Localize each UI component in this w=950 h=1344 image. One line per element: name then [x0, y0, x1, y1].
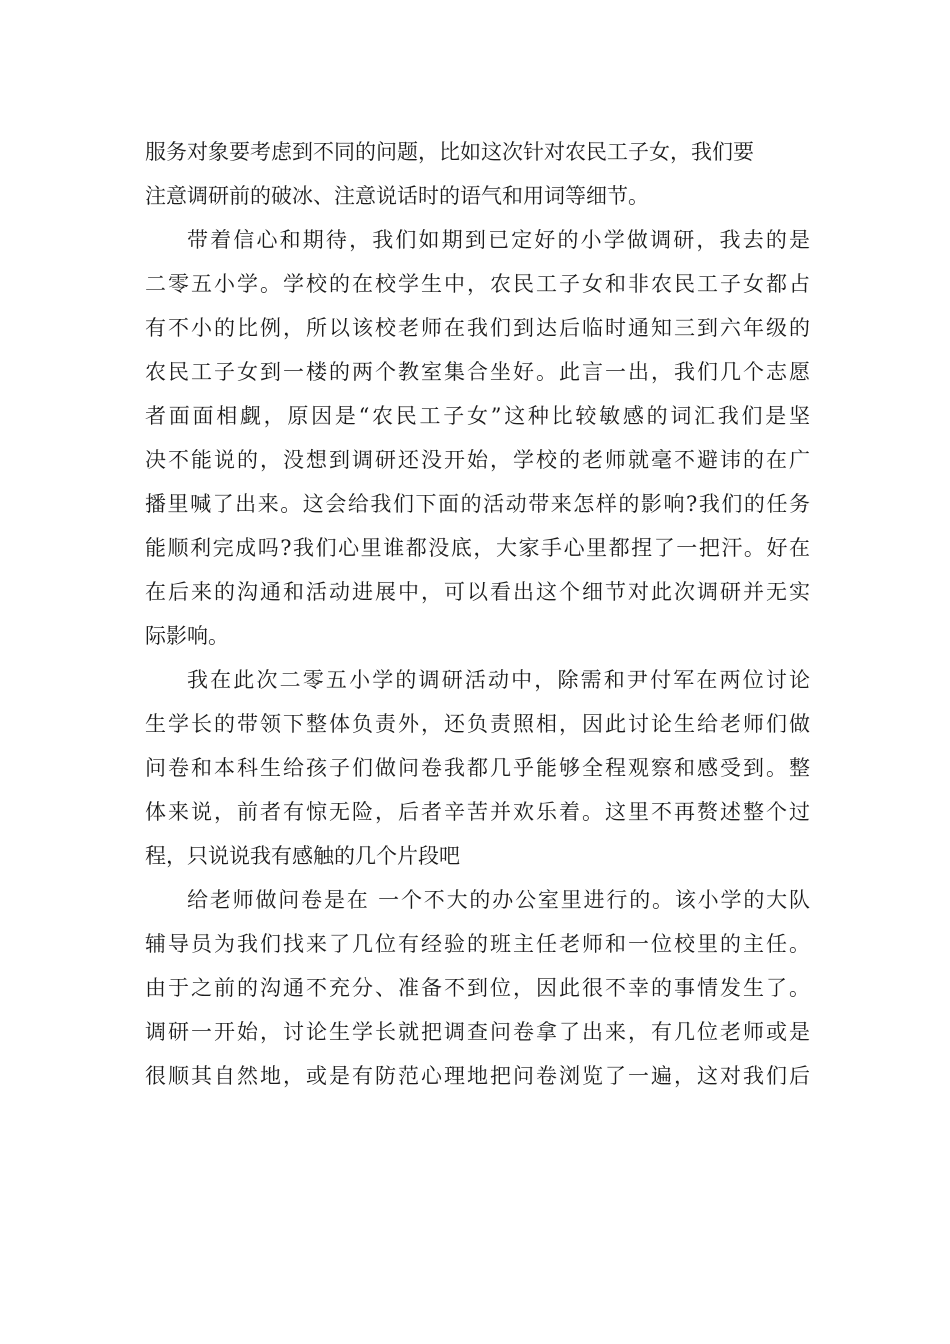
text-line: 注意调研前的破冰、注意说话时的语气和用词等细节。 — [145, 184, 649, 208]
text-line: 体来说，前者有惊无险，后者辛苦并欢乐着。这里不再赘述整个过 — [145, 800, 810, 824]
text-line: 者面面相觑，原因是“农民工子女”这种比较敏感的词汇我们是坚 — [145, 404, 810, 428]
text-line: 农民工子女到一楼的两个教室集合坐好。此言一出，我们几个志愿 — [145, 360, 810, 384]
text-line: 辅导员为我们找来了几位有经验的班主任老师和一位校里的主任。 — [145, 932, 810, 956]
text-line: 在后来的沟通和活动进展中，可以看出这个细节对此次调研并无实 — [145, 580, 810, 604]
text-line: 服务对象要考虑到不同的问题，比如这次针对农民工子女，我们要 — [145, 140, 754, 164]
paragraph-first-line: 给老师做问卷是在 一个不大的办公室里进行的。该小学的大队 — [187, 888, 810, 912]
text-line: 二零五小学。学校的在校学生中，农民工子女和非农民工子女都占 — [145, 272, 810, 296]
text-line: 调研一开始，讨论生学长就把调查问卷拿了出来，有几位老师或是 — [145, 1020, 810, 1044]
text-line: 由于之前的沟通不充分、准备不到位，因此很不幸的事情发生了。 — [145, 976, 810, 1000]
paragraph-first-line: 我在此次二零五小学的调研活动中，除需和尹付军在两位讨论 — [187, 668, 810, 692]
paragraph-first-line: 带着信心和期待，我们如期到已定好的小学做调研，我去的是 — [187, 228, 810, 252]
text-line: 生学长的带领下整体负责外，还负责照相，因此讨论生给老师们做 — [145, 712, 810, 736]
text-line: 决不能说的，没想到调研还没开始，学校的老师就毫不避讳的在广 — [145, 448, 810, 472]
text-line: 播里喊了出来。这会给我们下面的活动带来怎样的影响?我们的任务 — [145, 492, 810, 516]
document-page — [145, 134, 810, 1102]
text-line: 有不小的比例，所以该校老师在我们到达后临时通知三到六年级的 — [145, 316, 810, 340]
text-line: 际影响。 — [145, 624, 229, 648]
text-line: 能顺利完成吗?我们心里谁都没底，大家手心里都捏了一把汗。好在 — [145, 536, 810, 560]
text-line: 问卷和本科生给孩子们做问卷我都几乎能够全程观察和感受到。整 — [145, 756, 810, 780]
text-line: 程，只说说我有感触的几个片段吧 — [145, 844, 460, 868]
text-line: 很顺其自然地，或是有防范心理地把问卷浏览了一遍，这对我们后 — [145, 1064, 810, 1088]
